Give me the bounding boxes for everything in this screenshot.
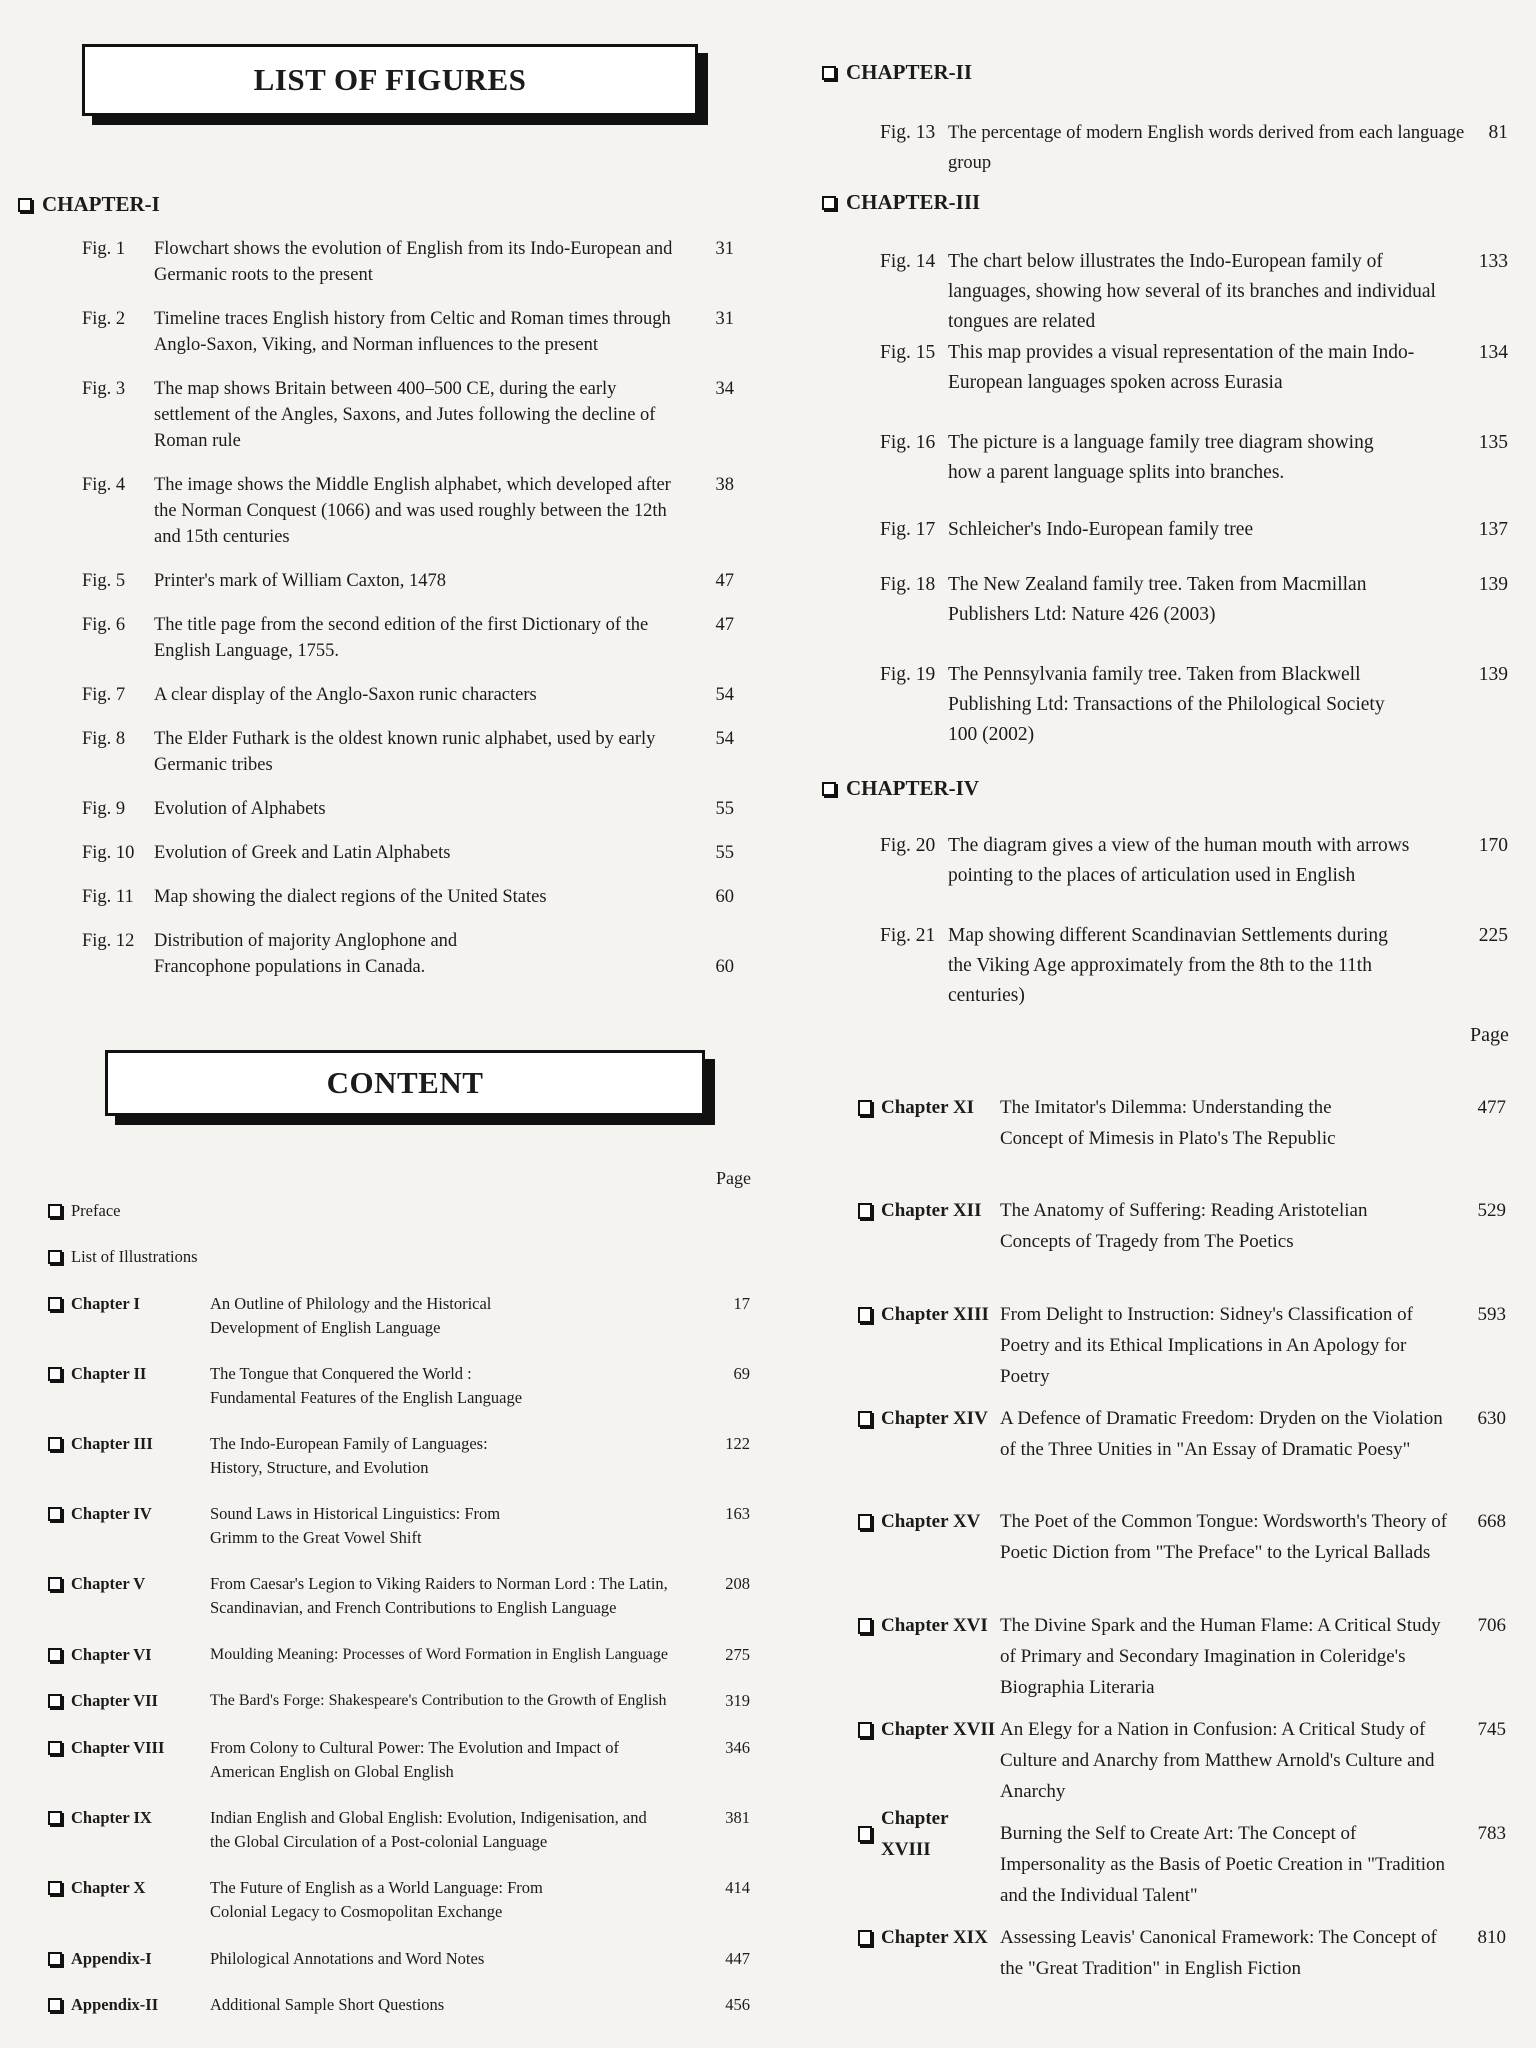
checkbox-bullet-icon: [858, 1514, 872, 1530]
content-chapter-row: Chapter XII The Anatomy of Suffering: Reading Aristotelian Concepts of Tragedy from The Poetics 529: [858, 1195, 1508, 1257]
checkbox-bullet-icon: [822, 196, 836, 210]
figure-entry: Fig. 12 Distribution of majority Anglophone and Francophone populations in Canada. 60: [82, 931, 734, 977]
content-chapter-row: Chapter XI The Imitator's Dilemma: Understanding the Concept of Mimesis in Plato's The Republic 477: [858, 1092, 1508, 1154]
content-chapter-row: Chapter III The Indo-European Family of Languages: History, Structure, and Evolution 122: [48, 1432, 758, 1480]
figure-entry: Fig. 10 Evolution of Greek and Latin Alphabets 55: [82, 843, 734, 863]
checkbox-bullet-icon: [48, 1507, 62, 1521]
content-chapter-row: Chapter VIII From Colony to Cultural Power: The Evolution and Impact of American English on Global English 346: [48, 1736, 758, 1784]
list-of-figures-heading: LIST OF FIGURES: [82, 44, 698, 116]
figure-entry: Fig. 5 Printer's mark of William Caxton, 1478 47: [82, 571, 734, 591]
content-chapter-row: Chapter XVII An Elegy for a Nation in Confusion: A Critical Study of Culture and Anarchy from Matthew Arnold's Culture and Anarchy 745: [858, 1714, 1508, 1807]
checkbox-bullet-icon: [48, 1297, 62, 1311]
content-chapter-row: Chapter IX Indian English and Global English: Evolution, Indigenisation, and the Global Circulation of a Post-colonial Language 381: [48, 1806, 758, 1854]
checkbox-bullet-icon: [858, 1930, 872, 1946]
checkbox-bullet-icon: [48, 1577, 62, 1591]
checkbox-bullet-icon: [18, 198, 32, 212]
checkbox-bullet-icon: [48, 1437, 62, 1451]
content-chapter-row: Chapter V From Caesar's Legion to Viking Raiders to Norman Lord : The Latin, Scandinavian, and French Contributions to English Language 208: [48, 1572, 758, 1620]
content-heading: CONTENT: [105, 1050, 705, 1116]
checkbox-bullet-icon: [48, 1694, 62, 1708]
figure-entry: Fig. 2 Timeline traces English history from Celtic and Roman times through Anglo-Saxon, Viking, and Norman influences to the present 31: [82, 309, 734, 355]
content-chapter-row: Chapter II The Tongue that Conquered the World : Fundamental Features of the English Language 69: [48, 1362, 758, 1410]
checkbox-bullet-icon: [858, 1411, 872, 1427]
chapter-2-heading: CHAPTER-II: [822, 60, 972, 85]
right-column: [790, 0, 1536, 2048]
content-chapter-row: Chapter VI Moulding Meaning: Processes of Word Formation in English Language 275: [48, 1643, 758, 1667]
checkbox-bullet-icon: [48, 1204, 62, 1218]
checkbox-bullet-icon: [822, 66, 836, 80]
content-front-item: Preface: [48, 1199, 758, 1223]
checkbox-bullet-icon: [48, 1367, 62, 1381]
figure-entry: Fig. 21 Map showing different Scandinavian Settlements during the Viking Age approximately from the 8th to the 11th centuries) 225: [880, 925, 1508, 1006]
figure-entry: Fig. 15 This map provides a visual representation of the main Indo-European languages spoken across Eurasia 134: [880, 342, 1508, 393]
checkbox-bullet-icon: [48, 1250, 62, 1264]
content-chapter-row: Chapter XIV A Defence of Dramatic Freedom: Dryden on the Violation of the Three Unities in "An Essay of Dramatic Poesy" 630: [858, 1403, 1508, 1465]
content-chapter-row: Chapter XVI The Divine Spark and the Human Flame: A Critical Study of Primary and Secondary Imagination in Coleridge's Biographia Literaria 706: [858, 1610, 1508, 1703]
figure-entry: Fig. 11 Map showing the dialect regions of the United States 60: [82, 887, 734, 907]
checkbox-bullet-icon: [48, 1952, 62, 1966]
figure-entry: Fig. 9 Evolution of Alphabets 55: [82, 799, 734, 819]
figure-entry: Fig. 7 A clear display of the Anglo-Saxon runic characters 54: [82, 685, 734, 705]
content-front-item: List of Illustrations: [48, 1245, 758, 1269]
figure-entry: Fig. 16 The picture is a language family tree diagram showing how a parent language splits into branches. 135: [880, 432, 1508, 483]
content-chapter-row: Chapter XVIII Burning the Self to Create Art: The Concept of Impersonality as the Basis of Poetic Creation in "Tradition and the Individual Talent" 783: [858, 1818, 1508, 1911]
checkbox-bullet-icon: [48, 1881, 62, 1895]
figure-entry: Fig. 3 The map shows Britain between 400–500 CE, during the early settlement of the Angles, Saxons, and Jutes following the decline of Roman rule 34: [82, 379, 734, 451]
content-chapter-row: Chapter X The Future of English as a World Language: From Colonial Legacy to Cosmopolitan Exchange 414: [48, 1876, 758, 1924]
content-chapter-row: Chapter XIII From Delight to Instruction: Sidney's Classification of Poetry and its Ethical Implications in An Apology for Poetry 593: [858, 1299, 1508, 1392]
figure-entry: Fig. 14 The chart below illustrates the Indo-European family of languages, showing how several of its branches and individual tongues are related 133: [880, 251, 1508, 332]
checkbox-bullet-icon: [858, 1203, 872, 1219]
content-chapter-row: Chapter XV The Poet of the Common Tongue: Wordsworth's Theory of Poetic Diction from "The Preface" to the Lyrical Ballads 668: [858, 1506, 1508, 1568]
checkbox-bullet-icon: [48, 1998, 62, 2012]
left-column: [0, 0, 760, 2048]
figure-entry: Fig. 1 Flowchart shows the evolution of English from its Indo-European and Germanic roots to the present 31: [82, 239, 734, 285]
figure-entry: Fig. 4 The image shows the Middle English alphabet, which developed after the Norman Conquest (1066) and was used roughly between the 12th and 15th centuries 38: [82, 475, 734, 547]
checkbox-bullet-icon: [858, 1722, 872, 1738]
content-chapter-row: Chapter I An Outline of Philology and the Historical Development of English Language 17: [48, 1292, 758, 1340]
page-column-label: Page: [716, 1168, 751, 1188]
content-chapter-row: Appendix-II Additional Sample Short Questions 456: [48, 1993, 758, 2017]
checkbox-bullet-icon: [48, 1811, 62, 1825]
figure-entry: Fig. 20 The diagram gives a view of the human mouth with arrows pointing to the places of articulation used in English 170: [880, 835, 1508, 886]
figure-entry: Fig. 8 The Elder Futhark is the oldest known runic alphabet, used by early Germanic tribes 54: [82, 729, 734, 775]
chapter-4-heading: CHAPTER-IV: [822, 776, 979, 801]
page-column-label: Page: [1470, 1024, 1509, 1046]
checkbox-bullet-icon: [858, 1100, 872, 1116]
figure-entry: Fig. 19 The Pennsylvania family tree. Taken from Blackwell Publishing Ltd: Transactions of the Philological Society 100 (2002) 139: [880, 664, 1508, 745]
figure-entry: Fig. 17 Schleicher's Indo-European family tree 137: [880, 519, 1508, 540]
checkbox-bullet-icon: [858, 1307, 872, 1323]
figure-entry: Fig. 18 The New Zealand family tree. Taken from Macmillan Publishers Ltd: Nature 426 (2003) 139: [880, 574, 1508, 625]
checkbox-bullet-icon: [858, 1618, 872, 1634]
content-chapter-row: Appendix-I Philological Annotations and Word Notes 447: [48, 1947, 758, 1971]
checkbox-bullet-icon: [48, 1648, 62, 1662]
content-chapter-row: Chapter IV Sound Laws in Historical Linguistics: From Grimm to the Great Vowel Shift 163: [48, 1502, 758, 1550]
checkbox-bullet-icon: [822, 782, 836, 796]
figure-entry: Fig. 13 The percentage of modern English words derived from each language group 81: [880, 122, 1508, 173]
content-chapter-row: Chapter VII The Bard's Forge: Shakespeare's Contribution to the Growth of English 319: [48, 1689, 758, 1713]
chapter-1-heading: CHAPTER-I: [18, 192, 160, 217]
checkbox-bullet-icon: [858, 1826, 872, 1842]
chapter-3-heading: CHAPTER-III: [822, 190, 980, 215]
content-chapter-row: Chapter XIX Assessing Leavis' Canonical Framework: The Concept of the "Great Tradition" in English Fiction 810: [858, 1922, 1508, 1984]
figure-entry: Fig. 6 The title page from the second edition of the first Dictionary of the English Language, 1755. 47: [82, 615, 734, 661]
checkbox-bullet-icon: [48, 1741, 62, 1755]
